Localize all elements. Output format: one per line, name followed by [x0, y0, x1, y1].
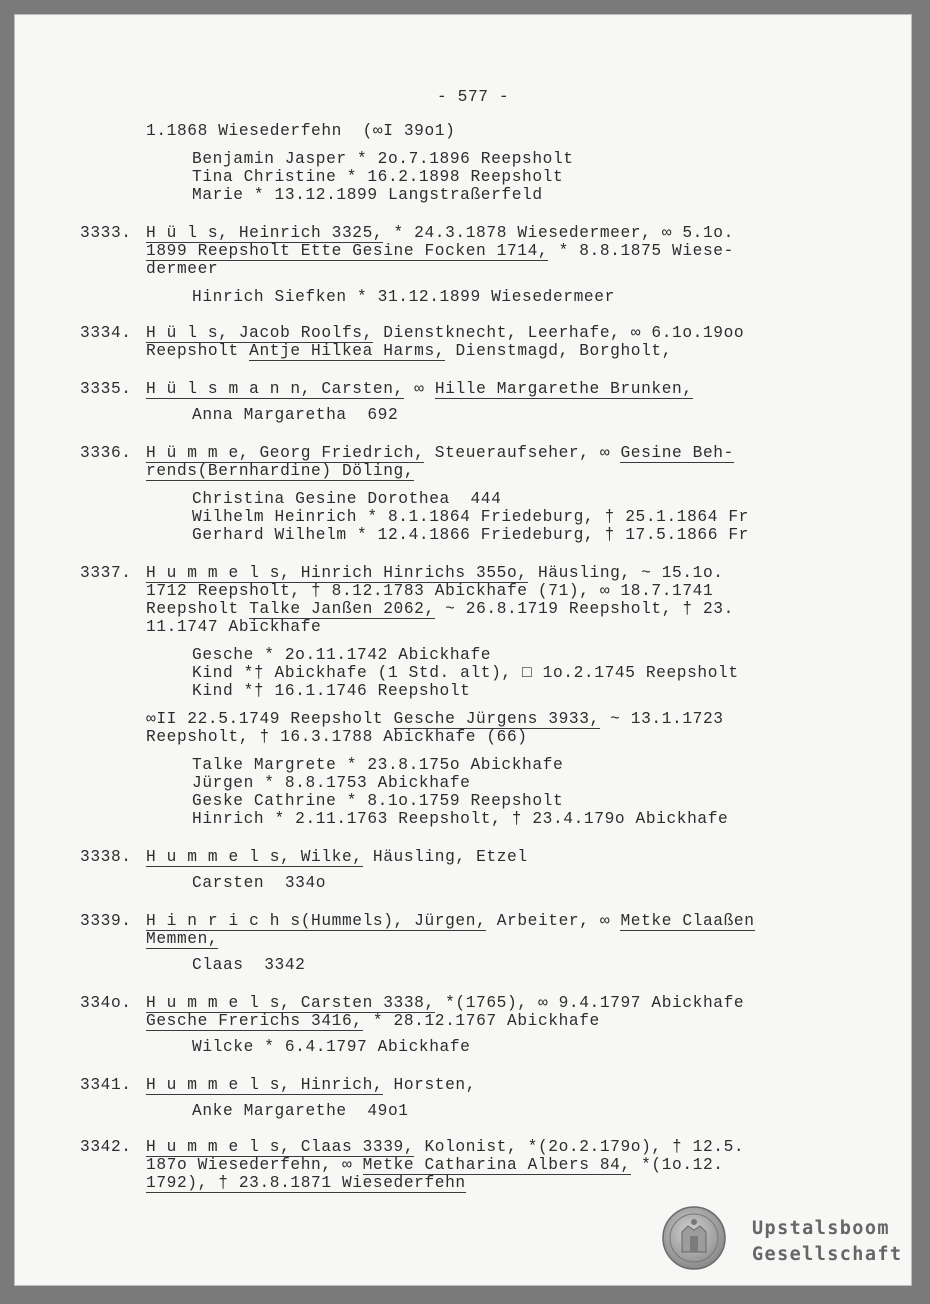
entry-detail: ~ 13.1.1723: [599, 710, 724, 728]
entry-line: Reepsholt, † 16.3.1788 Abickhafe (66): [146, 728, 528, 746]
entry-number: 3337.: [80, 564, 132, 582]
entry-number: 3338.: [80, 848, 132, 866]
entry-line: [146, 1138, 744, 1156]
entry-detail: ~ 26.8.1719 Reepsholt, † 23.: [434, 600, 734, 618]
child-line: Carsten 334o: [192, 874, 327, 892]
spouse-name: Gesche Jürgens 3933,: [393, 710, 600, 728]
brand-line-1: Upstalsboom: [752, 1218, 890, 1239]
entry-line: [146, 242, 734, 260]
entry-number: 3334.: [80, 324, 132, 342]
entry-number: 3339.: [80, 912, 132, 930]
entry-detail: Kolonist, *(2o.2.179o), † 12.5.: [414, 1138, 745, 1156]
child-line: Anke Margarethe 49o1: [192, 1102, 409, 1120]
entry-line: [146, 710, 724, 728]
entry-name: H ü m m e, Georg Friedrich,: [146, 444, 425, 462]
spouse-name: Metke Claaßen: [620, 912, 755, 930]
entry-detail: *(1765), ∞ 9.4.1797 Abickhafe: [434, 994, 745, 1012]
entry-line: [146, 1012, 600, 1030]
spouse-name: Memmen,: [146, 930, 219, 948]
entry-number: 334o.: [80, 994, 132, 1012]
entry-name: H u m m e l s, Claas 3339,: [146, 1138, 415, 1156]
child-line: Claas 3342: [192, 956, 306, 974]
entry-detail: 187o Wiesederfehn, ∞: [146, 1156, 363, 1174]
child-line: Benjamin Jasper * 2o.7.1896 Reepsholt: [192, 150, 574, 168]
entry-name: H ü l s, Heinrich 3325,: [146, 224, 384, 242]
entry-detail: Reepsholt: [146, 342, 250, 360]
entry-line: [146, 1076, 476, 1094]
entry-detail: Arbeiter, ∞: [486, 912, 621, 930]
spouse-name: Antje Hilkea Harms,: [249, 342, 446, 360]
child-line: Wilcke * 6.4.1797 Abickhafe: [192, 1038, 471, 1056]
child-line: Kind *† Abickhafe (1 Std. alt), □ 1o.2.1745 Reepsholt: [192, 664, 739, 682]
child-line: Wilhelm Heinrich * 8.1.1864 Friedeburg, † 25.1.1864 Fr: [192, 508, 749, 526]
entry-detail: ∞: [403, 380, 435, 398]
entry-detail: Häusling, Etzel: [362, 848, 528, 866]
entry-name: H ü l s, Jacob Roolfs,: [146, 324, 373, 342]
entry-detail: * 24.3.1878 Wiesedermeer, ∞ 5.1o.: [383, 224, 734, 242]
child-line: Kind *† 16.1.1746 Reepsholt: [192, 682, 471, 700]
child-line: Marie * 13.12.1899 Langstraßerfeld: [192, 186, 543, 204]
entry-line: [146, 462, 414, 480]
entry-number: 3342.: [80, 1138, 132, 1156]
spouse-name: 1899 Reepsholt Ette Gesine Focken 1714,: [146, 242, 549, 260]
entry-line: [146, 1156, 724, 1174]
entry-detail: Horsten,: [383, 1076, 477, 1094]
child-line: Gerhard Wilhelm * 12.4.1866 Friedeburg, † 17.5.1866 Fr: [192, 526, 749, 544]
spouse-name: Gesche Frerichs 3416,: [146, 1012, 363, 1030]
text-line: 1.1868 Wiesederfehn (∞I 39o1): [146, 122, 456, 140]
child-line: Hinrich * 2.11.1763 Reepsholt, † 23.4.179o Abickhafe: [192, 810, 729, 828]
entry-name: H u m m e l s, Wilke,: [146, 848, 363, 866]
entry-name: H u m m e l s, Hinrich Hinrichs 355o,: [146, 564, 528, 582]
entry-name: H u m m e l s, Carsten 3338,: [146, 994, 435, 1012]
entry-name: H u m m e l s, Hinrich,: [146, 1076, 384, 1094]
entry-detail: Steueraufseher, ∞: [424, 444, 621, 462]
spouse-name: Hille Margarethe Brunken,: [434, 380, 693, 398]
spouse-name: 1792), † 23.8.1871 Wiesederfehn: [146, 1174, 466, 1192]
entry-line: [146, 444, 734, 462]
entry-detail: Dienstknecht, Leerhafe, ∞ 6.1o.19oo: [372, 324, 745, 342]
entry-line: [146, 324, 744, 342]
child-line: Christina Gesine Dorothea 444: [192, 490, 502, 508]
entry-line: [146, 342, 672, 360]
entry-number: 3341.: [80, 1076, 132, 1094]
child-line: Geske Cathrine * 8.1o.1759 Reepsholt: [192, 792, 564, 810]
entry-line: [146, 1174, 466, 1192]
document-page: [14, 14, 912, 1286]
entry-detail: Reepsholt: [146, 600, 250, 618]
page-number: - 577 -: [437, 88, 510, 106]
entry-line: [146, 600, 734, 618]
child-line: Talke Margrete * 23.8.175o Abickhafe: [192, 756, 564, 774]
entry-detail: * 8.8.1875 Wiese-: [548, 242, 734, 260]
entry-line: [146, 564, 724, 582]
entry-detail: * 28.12.1767 Abickhafe: [362, 1012, 600, 1030]
entry-line: [146, 848, 528, 866]
entry-detail: ∞II 22.5.1749 Reepsholt: [146, 710, 394, 728]
child-line: Anna Margaretha 692: [192, 406, 399, 424]
entry-name: H ü l s m a n n, Carsten,: [146, 380, 404, 398]
entry-line: [146, 994, 744, 1012]
spouse-name: Metke Catharina Albers 84,: [362, 1156, 631, 1174]
entry-number: 3336.: [80, 444, 132, 462]
entry-name: H i n r i c h s(Hummels), Jürgen,: [146, 912, 487, 930]
child-line: Tina Christine * 16.2.1898 Reepsholt: [192, 168, 564, 186]
entry-line: [146, 380, 693, 398]
child-line: Jürgen * 8.8.1753 Abickhafe: [192, 774, 471, 792]
entry-line: 11.1747 Abickhafe: [146, 618, 322, 636]
entry-line: 1712 Reepsholt, † 8.12.1783 Abickhafe (71), ∞ 18.7.1741: [146, 582, 714, 600]
spouse-name: Talke Janßen 2062,: [249, 600, 435, 618]
entry-line: [146, 930, 218, 948]
spouse-name: rends(Bernhardine) Döling,: [146, 462, 415, 480]
entry-line: [146, 224, 734, 242]
entry-line: [146, 912, 755, 930]
entry-number: 3333.: [80, 224, 132, 242]
entry-line: dermeer: [146, 260, 219, 278]
child-line: Hinrich Siefken * 31.12.1899 Wiesedermeer: [192, 288, 615, 306]
entry-number: 3335.: [80, 380, 132, 398]
entry-detail: *(1o.12.: [630, 1156, 724, 1174]
society-seal-icon: [662, 1206, 726, 1270]
brand-line-2: Gesellschaft: [752, 1244, 903, 1265]
entry-detail: Dienstmagd, Borgholt,: [445, 342, 673, 360]
child-line: Gesche * 2o.11.1742 Abickhafe: [192, 646, 492, 664]
spouse-name: Gesine Beh-: [620, 444, 734, 462]
entry-detail: Häusling, ~ 15.1o.: [527, 564, 724, 582]
